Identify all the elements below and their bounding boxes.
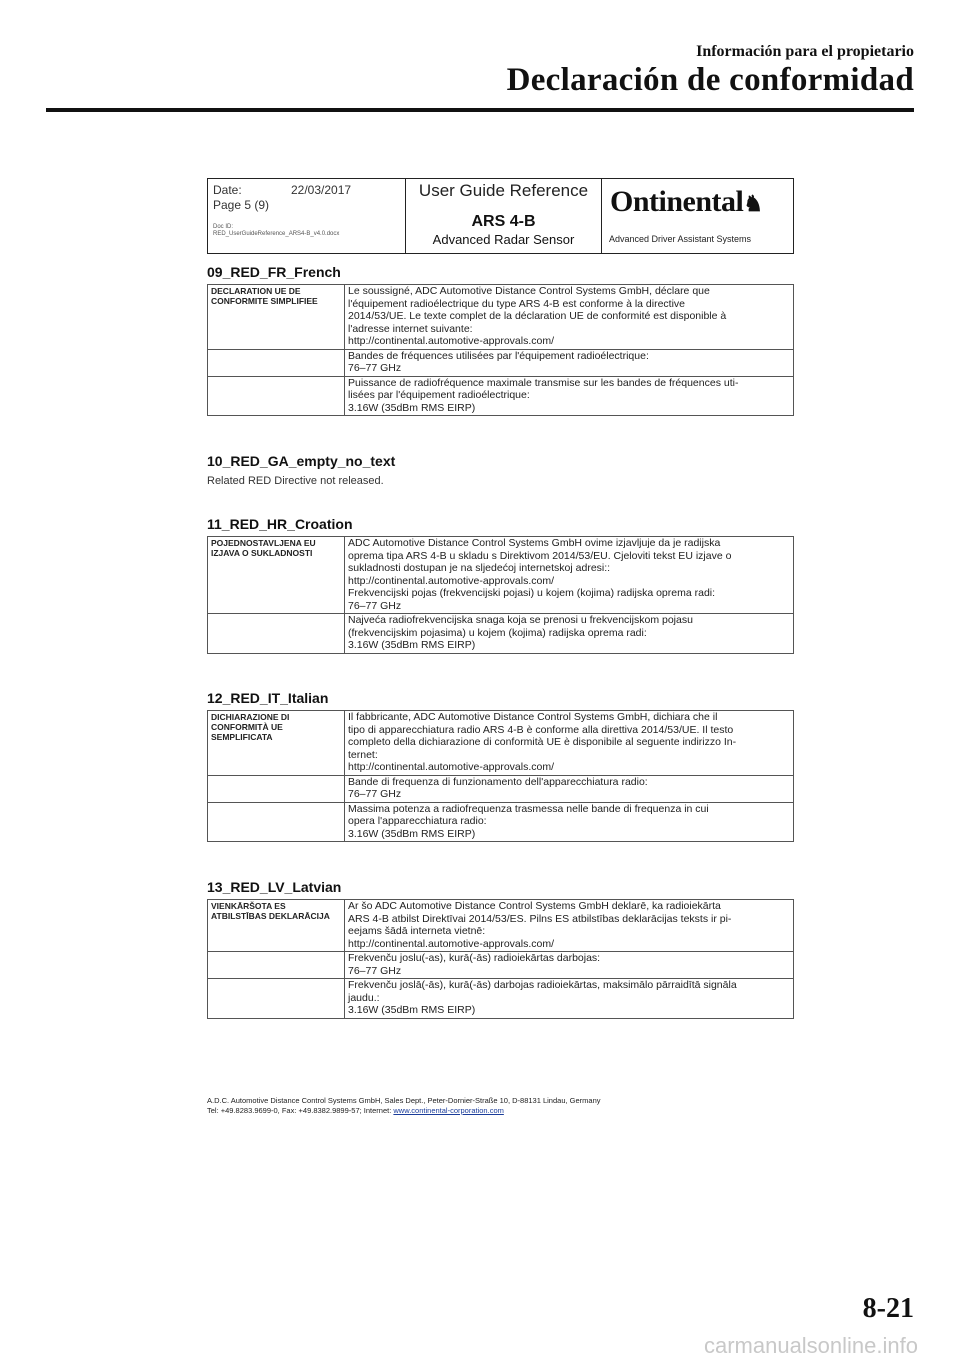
text-line: Frekvenču joslā(-ās), kurā(-ās) darbojas radioiekārtas, maksimālo pārraidītā signāla: [348, 979, 737, 991]
text-line: Bande di frequenza di funzionamento dell'apparecchiatura radio:: [348, 775, 648, 788]
page-title: Declaración de conformidad: [506, 62, 914, 98]
table-row: [208, 979, 794, 1019]
declaration-table-it: [207, 710, 794, 842]
text-line: 76–77 GHz: [348, 362, 402, 374]
declaration-table-fr: [207, 284, 794, 416]
declaration-text: [345, 900, 794, 952]
text-line: 76–77 GHz: [348, 788, 402, 800]
section-title-fr: 09_RED_FR_French: [207, 264, 341, 280]
reference-cell: [406, 179, 602, 253]
text-line: http://continental.automotive-approvals.com/: [348, 335, 555, 347]
empty-label: [208, 979, 345, 1019]
text-line: l'adresse internet suivante:: [348, 322, 473, 335]
text-line: Frekvenču joslu(-as), kurā(-ās) radioiekārtas darbojas:: [348, 952, 601, 964]
frequency-text: [345, 952, 794, 979]
text-line: ARS 4-B atbilst Direktīvai 2014/53/ES. Pilns ES atbilstības deklarācijas teksts ir pi-: [348, 912, 732, 925]
continental-logo: [610, 185, 763, 219]
site-watermark: carmanualsonline.info: [703, 1333, 918, 1358]
company-cell: [602, 179, 793, 253]
text-line: Bandes de fréquences utilisées par l'équipement radioélectrique:: [348, 349, 649, 362]
text-line: 3.16W (35dBm RMS EIRP): [348, 401, 476, 414]
empty-label: [208, 775, 345, 802]
table-row: [208, 614, 794, 654]
text-line: Najveća radiofrekvencijska snaga koja se prenosi u frekvencijskom pojasu: [348, 614, 693, 626]
power-text: [345, 376, 794, 416]
table-row: [208, 711, 794, 776]
empty-label: [208, 802, 345, 842]
text-line: ternet:: [348, 748, 378, 761]
table-row: [208, 285, 794, 350]
table-row: [208, 802, 794, 842]
table-row: [208, 349, 794, 376]
text-line: oprema tipa ARS 4-B u skladu s Direktivom 2014/53/EU. Cjeloviti tekst EU izjave o: [348, 549, 732, 562]
product-description: Advanced Radar Sensor: [432, 232, 575, 247]
section-title-hr: 11_RED_HR_Croation: [207, 516, 353, 532]
doc-id-value: RED_UserGuideReference_ARS4-B_v4.0.docx: [213, 231, 340, 237]
text-line: opera l'apparecchiatura radio:: [348, 815, 487, 827]
declaration-label: VIENKĀRŠOTA ES ATBILSTĪBAS DEKLARĀCIJA: [208, 900, 345, 952]
text-line: tipo di apparecchiatura radio ARS 4-B è conforme alla direttiva 2014/53/UE. Il testo: [348, 723, 734, 736]
page-info: Page 5 (9): [213, 198, 270, 212]
text-line: Massima potenza a radiofrequenza trasmessa nelle bande di frequenza in cui: [348, 802, 709, 815]
text-line: (frekvencijskim pojasima) u kojem (kojima) radijska oprema radi:: [348, 626, 647, 639]
empty-label: [208, 614, 345, 654]
declaration-text: [345, 537, 794, 614]
table-row: [208, 900, 794, 952]
table-row: [208, 376, 794, 416]
text-line: 3.16W (35dBm RMS EIRP): [348, 827, 476, 840]
text-line: http://continental.automotive-approvals.com/: [348, 574, 555, 587]
date-row: [213, 183, 400, 197]
logo-text: Ontinental: [610, 185, 744, 218]
section-title-ga: 10_RED_GA_empty_no_text: [207, 453, 396, 469]
power-text: [345, 802, 794, 842]
empty-label: [208, 349, 345, 376]
table-row: [208, 775, 794, 802]
text-line: Puissance de radiofréquence maximale transmise sur les bandes de fréquences uti-: [348, 376, 739, 389]
footer-website-link[interactable]: www.continental-corporation.com: [393, 1106, 504, 1115]
doc-meta-cell: [208, 179, 406, 253]
text-line: 76–77 GHz: [348, 964, 402, 977]
power-text: [345, 614, 794, 654]
table-row: [208, 537, 794, 614]
frequency-text: [345, 775, 794, 802]
declaration-text: [345, 711, 794, 776]
document-header-box: [207, 178, 794, 254]
text-line: 3.16W (35dBm RMS EIRP): [348, 639, 476, 651]
text-line: lisées par l'équipement radioélectrique:: [348, 389, 530, 401]
text-line: completo della dichiarazione di conformità UE è disponibile al seguente indirizzo In-: [348, 736, 737, 748]
title-rule: [46, 108, 914, 112]
text-line: l'équipement radioélectrique du type ARS 4-B est conforme à la directive: [348, 297, 686, 310]
text-line: 2014/53/UE. Le texte complet de la déclaration UE de conformité est disponible à: [348, 310, 727, 322]
date-label: Date:: [213, 183, 242, 197]
company-division: Advanced Driver Assistant Systems: [609, 234, 752, 244]
text-line: Le soussigné, ADC Automotive Distance Control Systems GmbH, déclare que: [348, 285, 710, 297]
text-line: http://continental.automotive-approvals.com/: [348, 761, 555, 773]
horse-icon: ♞: [743, 191, 763, 216]
declaration-table-lv: [207, 899, 794, 1019]
section-title-lv: 13_RED_LV_Latvian: [207, 879, 342, 895]
page-subtitle: Información para el propietario: [696, 43, 914, 60]
text-line: Ar šo ADC Automotive Distance Control Systems GmbH deklarē, ka radioiekārta: [348, 900, 721, 912]
page-row: [213, 198, 400, 212]
frequency-text: [345, 349, 794, 376]
section-note-ga: Related RED Directive not released.: [207, 475, 384, 487]
text-line: sukladnosti dostupan je na sljedećoj internetskoj adresi::: [348, 562, 611, 574]
text-line: 3.16W (35dBm RMS EIRP): [348, 1004, 476, 1016]
text-line: Frekvencijski pojas (frekvencijski pojasi) u kojem (kojima) radijska oprema radi:: [348, 587, 716, 599]
table-row: [208, 952, 794, 979]
declaration-table-hr: [207, 536, 794, 654]
declaration-label: DECLARATION UE DE CONFORMITE SIMPLIFIEE: [208, 285, 345, 350]
text-line: jaudu.:: [348, 991, 380, 1004]
footer-contact: [207, 1106, 601, 1116]
empty-label: [208, 376, 345, 416]
footer-address: A.D.C. Automotive Distance Control Systems GmbH, Sales Dept., Peter-Dornier-Straße 10, D-88131 Lindau, Germany: [207, 1096, 601, 1105]
reference-title: User Guide Reference: [418, 181, 589, 200]
text-line: 76–77 GHz: [348, 599, 402, 612]
declaration-label: DICHIARAZIONE DI CONFORMITÀ UE SEMPLIFICATA: [208, 711, 345, 776]
declaration-text: [345, 285, 794, 350]
product-name: ARS 4-B: [471, 213, 536, 230]
empty-label: [208, 952, 345, 979]
text-line: eejams šādā interneta vietnē:: [348, 925, 486, 937]
declaration-label: POJEDNOSTAVLJENA EU IZJAVA O SUKLADNOSTI: [208, 537, 345, 614]
text-line: http://continental.automotive-approvals.com/: [348, 937, 555, 950]
section-title-it: 12_RED_IT_Italian: [207, 690, 329, 706]
footer-phone: Tel: +49.8283.9699-0, Fax: +49.8382.9899-57; Internet:: [207, 1106, 394, 1115]
text-line: Il fabbricante, ADC Automotive Distance Control Systems GmbH, dichiara che il: [348, 711, 718, 723]
power-text: [345, 979, 794, 1019]
doc-id: [213, 224, 400, 238]
date-value: 22/03/2017: [291, 183, 352, 197]
doc-id-label: Doc ID:: [213, 224, 234, 230]
text-line: ADC Automotive Distance Control Systems GmbH ovime izjavljuje da je radijska: [348, 537, 721, 549]
company-footer: [207, 1096, 601, 1116]
page-number: 8-21: [862, 1293, 914, 1324]
